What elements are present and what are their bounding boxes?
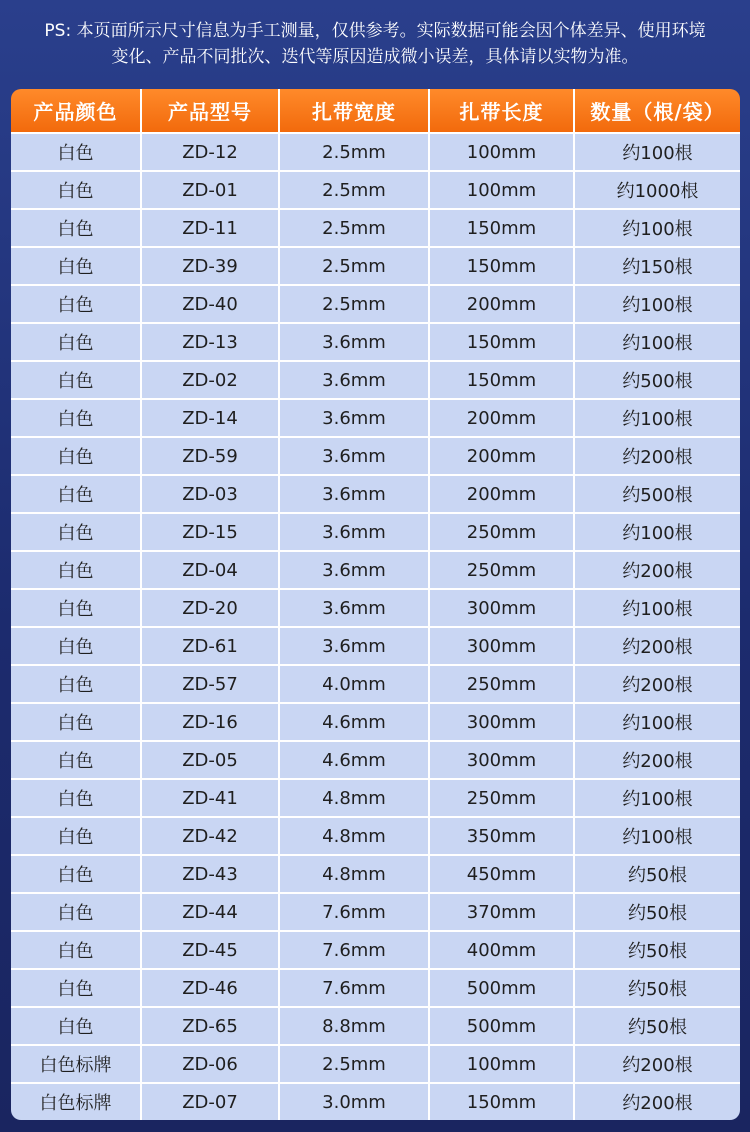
cell-quantity: 约100根 xyxy=(574,703,740,741)
cell-width: 4.6mm xyxy=(279,703,429,741)
table-row xyxy=(11,1007,740,1045)
cell-quantity: 约100根 xyxy=(574,513,740,551)
cell-color: 白色 xyxy=(11,1007,141,1045)
cell-model: ZD-07 xyxy=(141,1083,279,1120)
cell-quantity: 约200根 xyxy=(574,665,740,703)
cell-quantity: 约200根 xyxy=(574,1083,740,1120)
cell-color: 白色 xyxy=(11,399,141,437)
cell-color: 白色 xyxy=(11,817,141,855)
cell-length: 250mm xyxy=(429,551,574,589)
cell-color: 白色 xyxy=(11,779,141,817)
cell-model: ZD-59 xyxy=(141,437,279,475)
cell-color: 白色 xyxy=(11,931,141,969)
cell-width: 3.6mm xyxy=(279,361,429,399)
table-row xyxy=(11,171,740,209)
cell-color: 白色 xyxy=(11,437,141,475)
cell-length: 450mm xyxy=(429,855,574,893)
cell-quantity: 约200根 xyxy=(574,627,740,665)
cell-model: ZD-12 xyxy=(141,133,279,171)
cell-quantity: 约100根 xyxy=(574,817,740,855)
cell-width: 3.6mm xyxy=(279,551,429,589)
cell-length: 250mm xyxy=(429,779,574,817)
cell-quantity: 约200根 xyxy=(574,437,740,475)
cell-width: 4.8mm xyxy=(279,779,429,817)
cell-model: ZD-41 xyxy=(141,779,279,817)
cell-length: 100mm xyxy=(429,171,574,209)
cell-width: 3.6mm xyxy=(279,437,429,475)
table-row xyxy=(11,627,740,665)
cell-model: ZD-44 xyxy=(141,893,279,931)
cell-length: 150mm xyxy=(429,1083,574,1120)
cell-length: 300mm xyxy=(429,589,574,627)
cell-model: ZD-15 xyxy=(141,513,279,551)
cell-width: 4.8mm xyxy=(279,817,429,855)
cell-length: 150mm xyxy=(429,209,574,247)
cell-width: 3.6mm xyxy=(279,323,429,361)
cell-model: ZD-14 xyxy=(141,399,279,437)
table-row xyxy=(11,209,740,247)
table-row xyxy=(11,437,740,475)
cell-model: ZD-05 xyxy=(141,741,279,779)
cell-width: 2.5mm xyxy=(279,133,429,171)
cell-model: ZD-61 xyxy=(141,627,279,665)
cell-quantity: 约100根 xyxy=(574,399,740,437)
cell-width: 4.8mm xyxy=(279,855,429,893)
table-row xyxy=(11,513,740,551)
cell-quantity: 约150根 xyxy=(574,247,740,285)
cell-quantity: 约50根 xyxy=(574,1007,740,1045)
header-length: 扎带长度 xyxy=(429,89,574,133)
cell-quantity: 约100根 xyxy=(574,323,740,361)
table-row xyxy=(11,285,740,323)
cell-length: 150mm xyxy=(429,361,574,399)
cell-model: ZD-42 xyxy=(141,817,279,855)
cell-color: 白色 xyxy=(11,969,141,1007)
disclaimer-line-2: 变化、产品不同批次、迭代等原因造成微小误差，具体请以实物为准。 xyxy=(111,47,639,67)
cell-model: ZD-02 xyxy=(141,361,279,399)
cell-width: 3.6mm xyxy=(279,475,429,513)
cell-length: 150mm xyxy=(429,323,574,361)
cell-width: 8.8mm xyxy=(279,1007,429,1045)
cell-width: 2.5mm xyxy=(279,1045,429,1083)
cell-color: 白色 xyxy=(11,133,141,171)
cell-color: 白色标牌 xyxy=(11,1083,141,1120)
cell-quantity: 约100根 xyxy=(574,589,740,627)
cell-color: 白色 xyxy=(11,703,141,741)
cell-width: 2.5mm xyxy=(279,171,429,209)
table-row xyxy=(11,969,740,1007)
cell-model: ZD-03 xyxy=(141,475,279,513)
header-width: 扎带宽度 xyxy=(279,89,429,133)
cell-quantity: 约500根 xyxy=(574,361,740,399)
table-row xyxy=(11,589,740,627)
header-model: 产品型号 xyxy=(141,89,279,133)
cell-model: ZD-04 xyxy=(141,551,279,589)
spec-table xyxy=(11,89,740,1120)
disclaimer-note xyxy=(0,18,750,70)
cell-color: 白色 xyxy=(11,513,141,551)
table-header-row xyxy=(11,89,740,133)
cell-width: 7.6mm xyxy=(279,969,429,1007)
cell-width: 3.6mm xyxy=(279,627,429,665)
cell-quantity: 约50根 xyxy=(574,893,740,931)
table-row xyxy=(11,1045,740,1083)
cell-length: 500mm xyxy=(429,969,574,1007)
cell-width: 4.6mm xyxy=(279,741,429,779)
cell-quantity: 约50根 xyxy=(574,931,740,969)
cell-width: 4.0mm xyxy=(279,665,429,703)
table-row xyxy=(11,931,740,969)
table-row xyxy=(11,665,740,703)
cell-length: 300mm xyxy=(429,703,574,741)
cell-model: ZD-06 xyxy=(141,1045,279,1083)
cell-model: ZD-43 xyxy=(141,855,279,893)
cell-length: 370mm xyxy=(429,893,574,931)
cell-width: 3.6mm xyxy=(279,513,429,551)
cell-color: 白色 xyxy=(11,209,141,247)
cell-length: 200mm xyxy=(429,475,574,513)
cell-model: ZD-20 xyxy=(141,589,279,627)
cell-length: 350mm xyxy=(429,817,574,855)
cell-width: 7.6mm xyxy=(279,893,429,931)
table-body xyxy=(11,133,740,1120)
cell-color: 白色 xyxy=(11,893,141,931)
cell-model: ZD-13 xyxy=(141,323,279,361)
cell-quantity: 约100根 xyxy=(574,779,740,817)
cell-model: ZD-16 xyxy=(141,703,279,741)
cell-color: 白色 xyxy=(11,741,141,779)
table-row xyxy=(11,855,740,893)
cell-length: 150mm xyxy=(429,247,574,285)
cell-length: 400mm xyxy=(429,931,574,969)
header-quantity: 数量（根/袋） xyxy=(574,89,740,133)
cell-model: ZD-39 xyxy=(141,247,279,285)
table-row xyxy=(11,893,740,931)
table-row xyxy=(11,779,740,817)
cell-model: ZD-57 xyxy=(141,665,279,703)
cell-length: 200mm xyxy=(429,285,574,323)
table-row xyxy=(11,399,740,437)
cell-color: 白色 xyxy=(11,285,141,323)
cell-model: ZD-65 xyxy=(141,1007,279,1045)
cell-width: 3.0mm xyxy=(279,1083,429,1120)
cell-color: 白色 xyxy=(11,665,141,703)
cell-color: 白色 xyxy=(11,361,141,399)
table-row xyxy=(11,703,740,741)
cell-width: 2.5mm xyxy=(279,209,429,247)
cell-width: 7.6mm xyxy=(279,931,429,969)
cell-quantity: 约50根 xyxy=(574,969,740,1007)
cell-length: 100mm xyxy=(429,1045,574,1083)
table-row xyxy=(11,323,740,361)
cell-width: 3.6mm xyxy=(279,399,429,437)
cell-length: 200mm xyxy=(429,437,574,475)
cell-width: 2.5mm xyxy=(279,285,429,323)
cell-color: 白色 xyxy=(11,475,141,513)
header-color: 产品颜色 xyxy=(11,89,141,133)
cell-quantity: 约200根 xyxy=(574,741,740,779)
table-row xyxy=(11,475,740,513)
cell-quantity: 约50根 xyxy=(574,855,740,893)
cell-color: 白色 xyxy=(11,855,141,893)
cell-length: 100mm xyxy=(429,133,574,171)
cell-color: 白色标牌 xyxy=(11,1045,141,1083)
cell-color: 白色 xyxy=(11,171,141,209)
cell-length: 250mm xyxy=(429,665,574,703)
table-row xyxy=(11,741,740,779)
cell-model: ZD-45 xyxy=(141,931,279,969)
cell-model: ZD-46 xyxy=(141,969,279,1007)
cell-width: 3.6mm xyxy=(279,589,429,627)
cell-color: 白色 xyxy=(11,247,141,285)
cell-quantity: 约1000根 xyxy=(574,171,740,209)
cell-width: 2.5mm xyxy=(279,247,429,285)
table-row xyxy=(11,247,740,285)
cell-quantity: 约200根 xyxy=(574,551,740,589)
cell-length: 200mm xyxy=(429,399,574,437)
cell-quantity: 约100根 xyxy=(574,285,740,323)
cell-quantity: 约200根 xyxy=(574,1045,740,1083)
cell-length: 500mm xyxy=(429,1007,574,1045)
cell-length: 250mm xyxy=(429,513,574,551)
cell-model: ZD-01 xyxy=(141,171,279,209)
spec-table-container xyxy=(11,89,740,1120)
cell-quantity: 约100根 xyxy=(574,209,740,247)
table-row xyxy=(11,361,740,399)
table-row xyxy=(11,551,740,589)
cell-color: 白色 xyxy=(11,551,141,589)
table-row xyxy=(11,1083,740,1120)
cell-quantity: 约100根 xyxy=(574,133,740,171)
cell-length: 300mm xyxy=(429,627,574,665)
cell-length: 300mm xyxy=(429,741,574,779)
cell-quantity: 约500根 xyxy=(574,475,740,513)
table-row xyxy=(11,133,740,171)
cell-color: 白色 xyxy=(11,589,141,627)
cell-color: 白色 xyxy=(11,627,141,665)
cell-model: ZD-11 xyxy=(141,209,279,247)
cell-model: ZD-40 xyxy=(141,285,279,323)
cell-color: 白色 xyxy=(11,323,141,361)
table-row xyxy=(11,817,740,855)
disclaimer-line-1: PS: 本页面所示尺寸信息为手工测量，仅供参考。实际数据可能会因个体差异、使用环境 xyxy=(44,21,706,41)
